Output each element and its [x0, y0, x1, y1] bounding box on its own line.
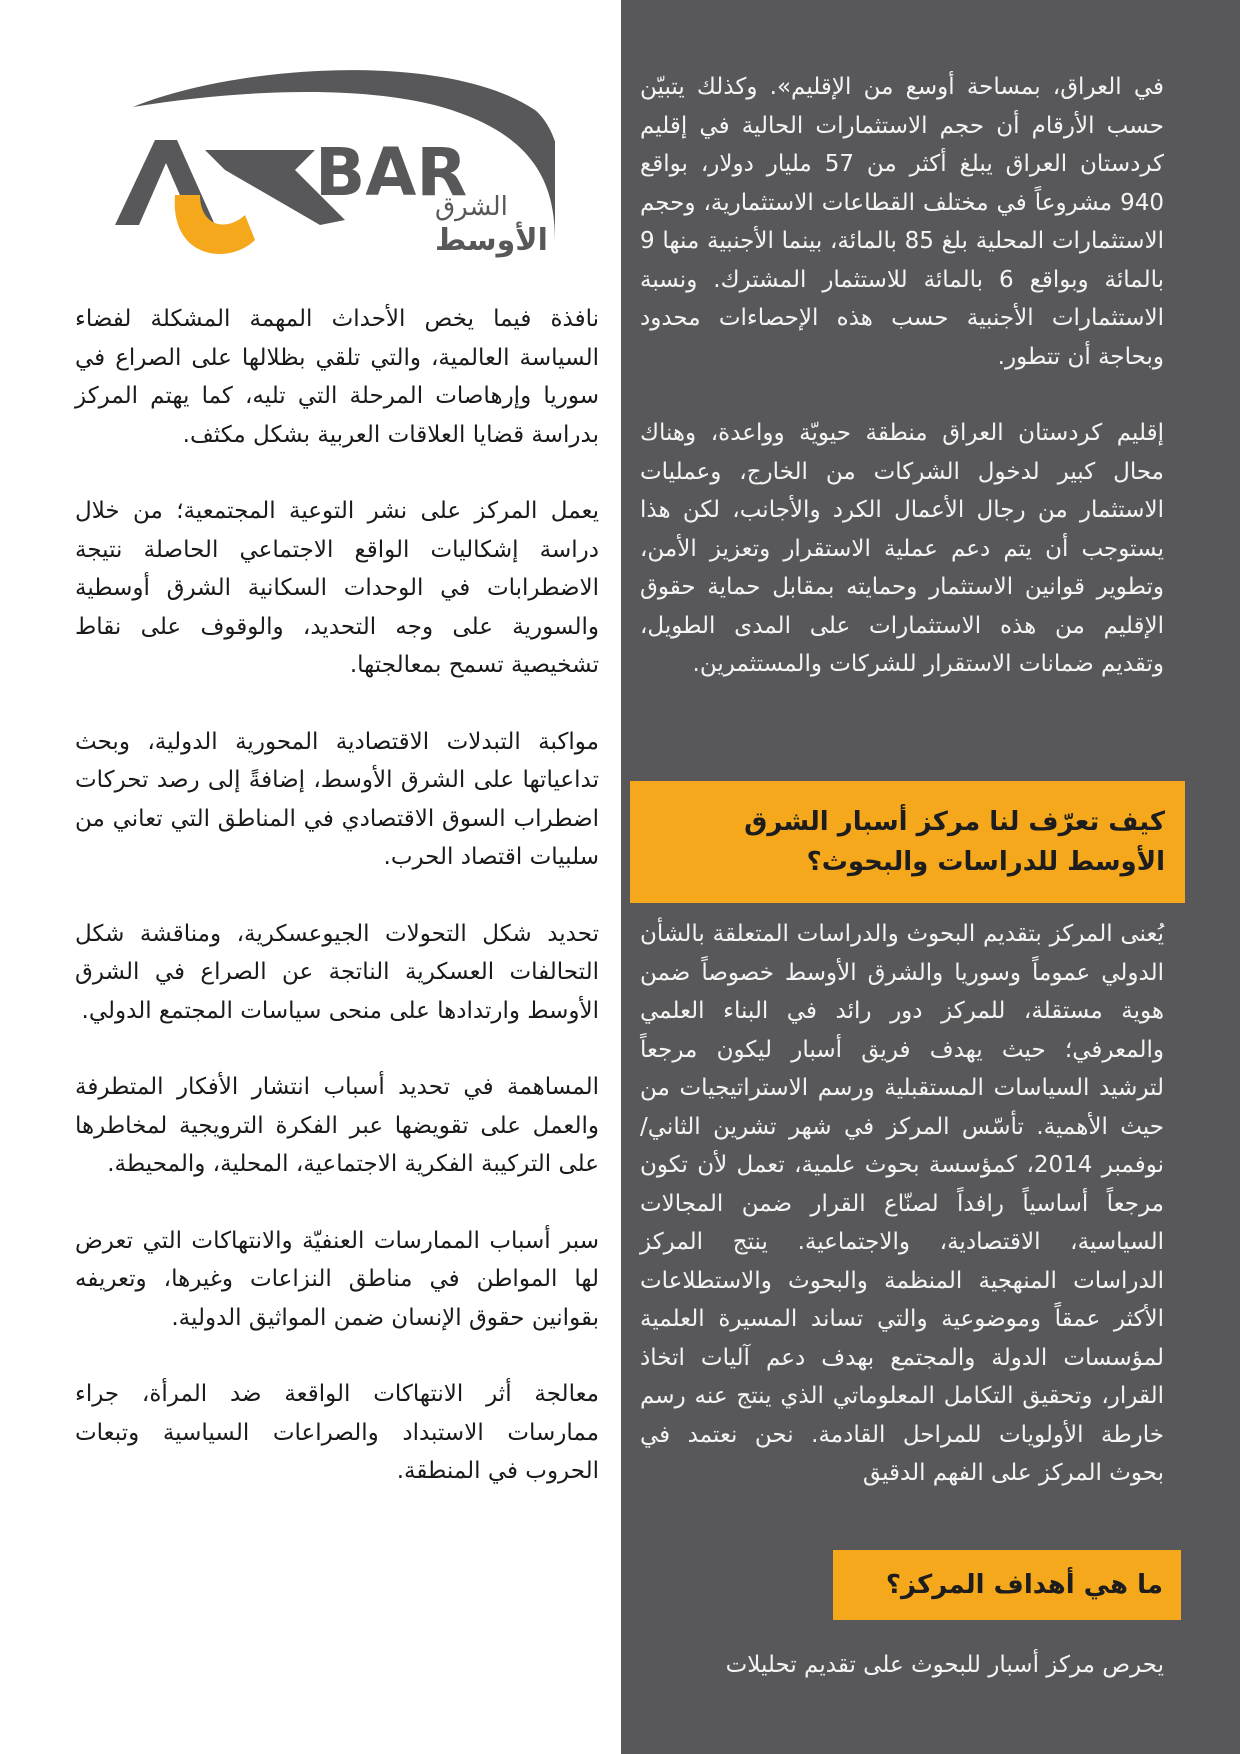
right-paragraph-2: إقليم كردستان العراق منطقة حيويّة وواعدة، وهناك محال كبير لدخول الشركات من الخارج، وعمليات الاستثمار من رجال الأعمال الكرد والأجانب، لكن هذا يستوجب أن يتم دعم عملية الاستقرار وتعزيز الأمن، وتطوير قوانين الاستثمار وحمايته بمقابل حماية حقوق الإقليم من هذه الاستثمارات على المدى الطويل، وتقديم ضمانات الاستقرار للشركات والمستثمرين. — [640, 420, 1164, 677]
logo-graphic — [115, 55, 555, 285]
heading-about-center: كيف تعرّف لنا مركز أسبار الشرق الأوسط للدراسات والبحوث؟ — [744, 807, 1165, 877]
right-column — [640, 68, 1164, 684]
right-column-bottom — [640, 1646, 1164, 1685]
logo-latin-left: A — [115, 55, 116, 56]
left-paragraph-7: معالجة أثر الانتهاكات الواقعة ضد المرأة، جراء ممارسات الاستبداد والصراعات السياسية وتبعات الحروب في المنطقة. — [75, 1381, 599, 1484]
left-paragraph-2: يعمل المركز على نشر التوعية المجتمعية؛ من خلال دراسة إشكاليات الواقع الاجتماعي الحاصلة نتيجة الاضطرابات في الوحدات السكانية الشرق أوسطية والسورية على وجه التحديد، والوقوف على نقاط تشخيصية تسمح بمعالجتها. — [75, 498, 599, 678]
heading-box-about — [630, 781, 1185, 903]
left-paragraph-5: المساهمة في تحديد أسباب انتشار الأفكار المتطرفة والعمل على تقويضها عبر الفكرة الترويجية لمخاطرها على التركيبة الفكرية الاجتماعية، المحلية، والمحيطة. — [75, 1074, 599, 1177]
left-paragraph-1: نافذة فيما يخص الأحداث المهمة المشكلة لفضاء السياسة العالمية، والتي تلقي بظلالها على الصراع في سوريا وإرهاصات المرحلة التي تليه، كما يهتم المركز بدراسة قضايا العلاقات العربية بشكل مكثف. — [75, 306, 599, 448]
left-paragraph-3: مواكبة التبدلات الاقتصادية المحورية الدولية، وبحث تداعياتها على الشرق الأوسط، إضافةً إلى رصد تحركات اضطراب السوق الاقتصادي في المناطق التي تعاني من سلبيات اقتصاد الحرب. — [75, 728, 599, 870]
logo-latin-right: BAR — [315, 134, 468, 211]
right-paragraph-1: في العراق، بمساحة أوسع من الإقليم». وكذلك يتبيّن حسب الأرقام أن حجم الاستثمارات الحالية في إقليم كردستان العراق يبلغ أكثر من 57 مليار دولار، بواقع 940 مشروعاً في مختلف القطاعات الاستثمارية، وحجم الاستثمارات المحلية بلغ 85 بالمائة، بينما الأجنبية منها 9 بالمائة وبواقع 6 بالمائة للاستثمار المشترك. ونسبة الاستثمارات الأجنبية حسب هذه الإحصاءات محدود وبحاجة أن تتطور. — [640, 74, 1165, 370]
left-column — [75, 300, 599, 1491]
left-paragraph-6: سبر أسباب الممارسات العنفيّة والانتهاكات التي تعرض لها المواطن في مناطق النزاعات وغيرها، وتعريفه بقوانين حقوق الإنسان ضمن المواثيق الدولية. — [75, 1227, 599, 1331]
right-paragraph-3: يُعنى المركز بتقديم البحوث والدراسات المتعلقة بالشأن الدولي عموماً وسوريا والشرق الأوسط خصوصاً ضمن هوية مستقلة، للمركز دور رائد في البناء العلمي والمعرفي؛ حيث يهدف فريق أسبار ليكون مرجعاً لترشيد السياسات المستقبلية ورسم الاستراتيجيات من حيث الأهمية. تأسّس المركز في شهر تشرين الثاني/ نوفمبر 2014، كمؤسسة بحوث علمية، تعمل لأن تكون مرجعاً أساسياً رافداً لصنّاع القرار ضمن المجالات السياسية، الاقتصادية، والاجتماعية. ينتج المركز الدراسات المنهجية المنظمة والبحوث والاستطلاعات الأكثر عمقاً وموضوعية والتي تساند المسيرة العلمية لمؤسسات الدولة والمجتمع بهدف دعم آليات اتخاذ القرار، وتحقيق التكامل المعلوماتي الذي ينتج عنه رسم خارطة الأولويات للمراحل القادمة. نحن نعتمد في بحوث المركز على الفهم الدقيق — [640, 921, 1164, 1486]
left-paragraph-4: تحديد شكل التحولات الجيوعسكرية، ومناقشة شكل التحالفات العسكرية الناتجة عن الصراع في الشرق الأوسط وارتدادها على منحى سياسات المجتمع الدولي. — [75, 920, 599, 1024]
right-column-lower — [640, 915, 1164, 1493]
heading-box-goals — [833, 1550, 1181, 1620]
right-paragraph-4: يحرص مركز أسبار للبحوث على تقديم تحليلات — [725, 1652, 1164, 1678]
logo-arabic-line2: الأوسط — [435, 223, 548, 258]
heading-center-goals: ما هي أهداف المركز؟ — [885, 1570, 1163, 1600]
asbar-logo — [115, 55, 555, 285]
logo-arabic-line1: الشرق — [435, 192, 508, 222]
